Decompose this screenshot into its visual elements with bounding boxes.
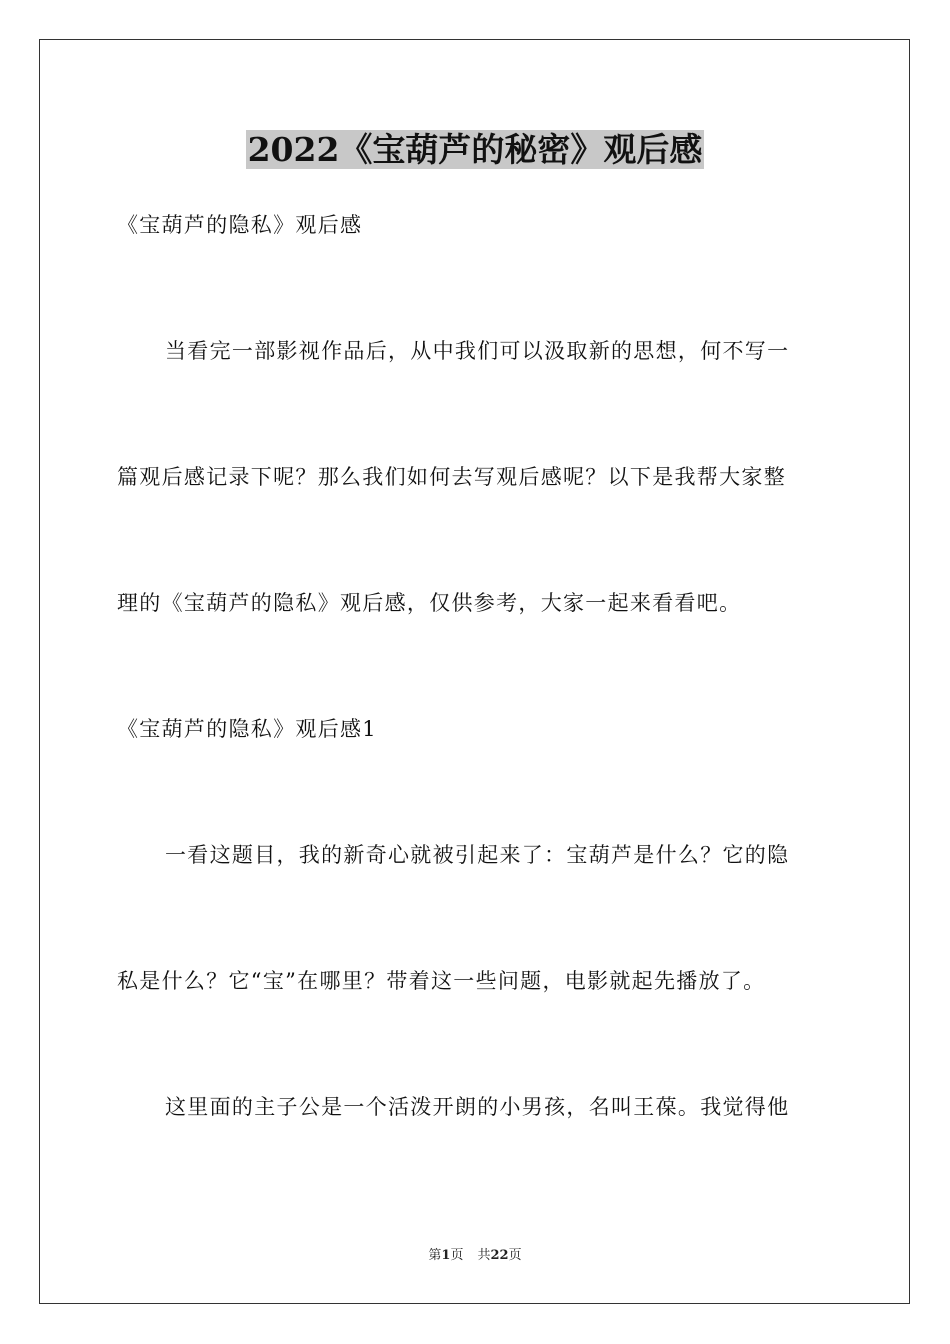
page-footer xyxy=(0,1247,950,1265)
document-title xyxy=(0,128,950,172)
section-heading: 《宝葫芦的隐私》观后感1 xyxy=(117,717,377,741)
paragraph-line: 一看这题目，我的新奇心就被引起来了：宝葫芦是什么？它的隐 xyxy=(165,843,790,867)
total-prefix: 共 xyxy=(477,1248,491,1263)
total-suffix: 页 xyxy=(508,1248,522,1263)
paragraph-line: 当看完一部影视作品后，从中我们可以汲取新的思想，何不写一 xyxy=(165,339,790,363)
paragraph-line: 私是什么？它“宝”在哪里？带着这一些问题，电影就起先播放了。 xyxy=(117,969,766,993)
subtitle-line: 《宝葫芦的隐私》观后感 xyxy=(117,213,363,237)
page-number: 1 xyxy=(441,1248,451,1263)
paragraph-line: 这里面的主子公是一个活泼开朗的小男孩，名叫王葆。我觉得他 xyxy=(165,1095,790,1119)
paragraph-line: 理的《宝葫芦的隐私》观后感，仅供参考，大家一起来看看吧。 xyxy=(117,591,742,615)
page-prefix: 第 xyxy=(428,1248,442,1263)
paragraph-line: 篇观后感记录下呢？那么我们如何去写观后感呢？以下是我帮大家整 xyxy=(117,465,786,489)
page-suffix: 页 xyxy=(450,1248,464,1263)
title-text: 2022《宝葫芦的秘密》观后感 xyxy=(247,130,703,169)
total-pages: 22 xyxy=(490,1248,509,1263)
